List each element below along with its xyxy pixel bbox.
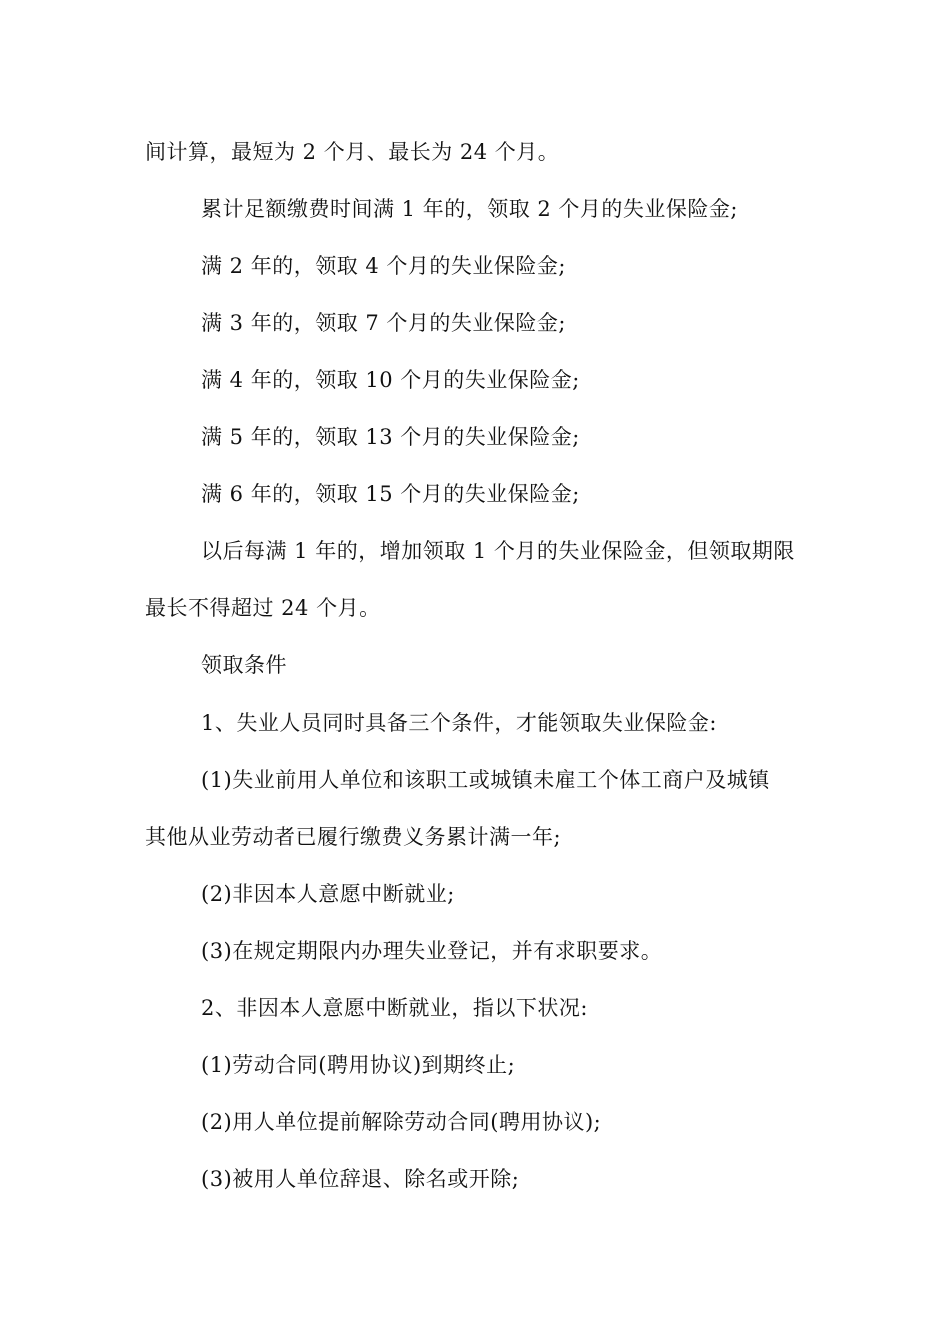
body-line-16: 2、非因本人意愿中断就业，指以下状况: [201, 996, 588, 1020]
body-line-11: 1、失业人员同时具备三个条件，才能领取失业保险金: [201, 711, 717, 735]
section-heading: 领取条件 [201, 653, 287, 677]
body-line-9: 最长不得超过 24 个月。 [145, 596, 381, 620]
body-line-4: 满 3 年的，领取 7 个月的失业保险金; [201, 311, 566, 335]
body-line-19: (3)被用人单位辞退、除名或开除; [201, 1167, 520, 1191]
body-line-15: (3)在规定期限内办理失业登记，并有求职要求。 [201, 939, 663, 963]
body-line-5: 满 4 年的，领取 10 个月的失业保险金; [201, 368, 580, 392]
body-line-12: (1)失业前用人单位和该职工或城镇未雇工个体工商户及城镇 [201, 768, 770, 792]
body-line-14: (2)非因本人意愿中断就业; [201, 882, 455, 906]
body-line-3: 满 2 年的，领取 4 个月的失业保险金; [201, 254, 566, 278]
body-line-8: 以后每满 1 年的，增加领取 1 个月的失业保险金，但领取期限 [201, 539, 795, 563]
body-line-2: 累计足额缴费时间满 1 年的，领取 2 个月的失业保险金; [201, 197, 738, 221]
body-line-13: 其他从业劳动者已履行缴费义务累计满一年; [145, 825, 562, 849]
body-line-6: 满 5 年的，领取 13 个月的失业保险金; [201, 425, 580, 449]
body-line-1: 间计算，最短为 2 个月、最长为 24 个月。 [145, 140, 560, 164]
body-line-7: 满 6 年的，领取 15 个月的失业保险金; [201, 482, 580, 506]
body-line-17: (1)劳动合同(聘用协议)到期终止; [201, 1053, 516, 1077]
body-line-18: (2)用人单位提前解除劳动合同(聘用协议); [201, 1110, 602, 1134]
